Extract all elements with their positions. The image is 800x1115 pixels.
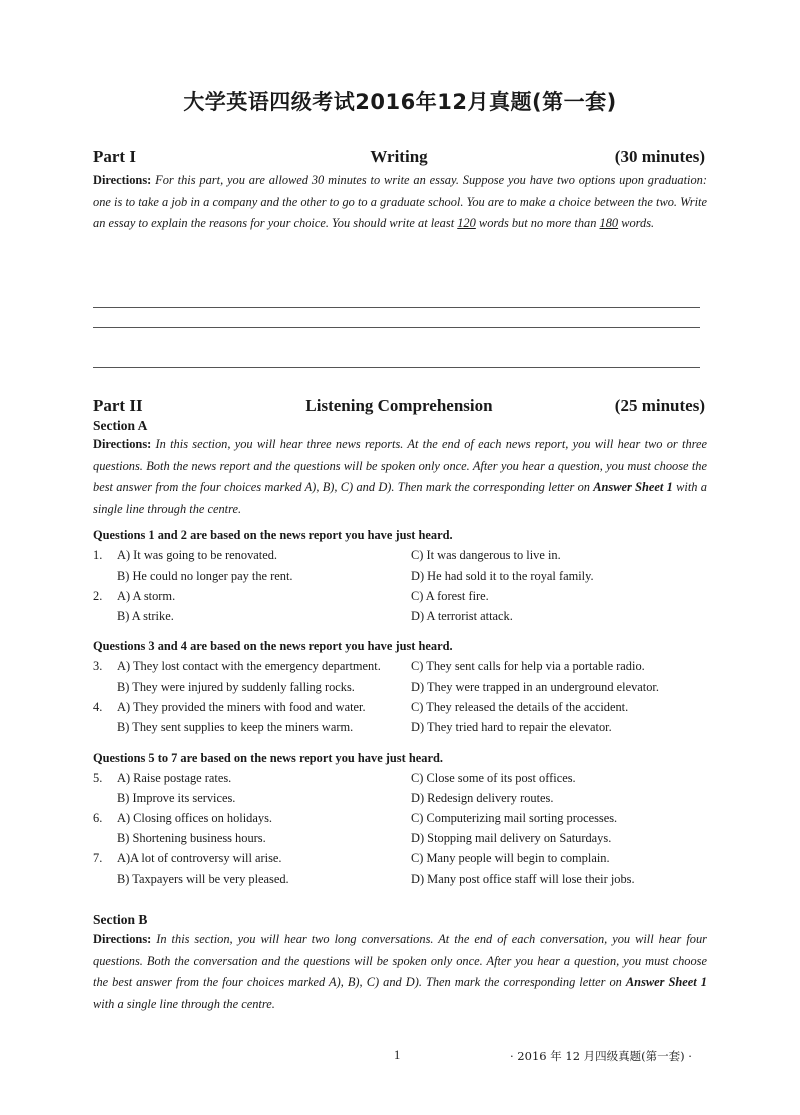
question-row	[93, 771, 713, 791]
option-a[interactable]: A) A storm.	[117, 589, 176, 603]
writing-line-3	[93, 367, 700, 368]
question-number: 1.	[93, 548, 103, 562]
question-row	[93, 811, 713, 831]
option-b[interactable]: B) Shortening business hours.	[117, 831, 266, 845]
page-title: 大学英语四级考试2016年12月真题(第一套)	[183, 90, 617, 114]
question-number: 5.	[93, 771, 103, 785]
option-d[interactable]: D) Many post office staff will lose their jobs.	[411, 872, 635, 886]
part1-time: (30 minutes)	[614, 147, 705, 166]
question-number: 7.	[93, 851, 103, 865]
option-d[interactable]: D) They tried hard to repair the elevator.	[411, 720, 612, 734]
section-a-directions	[93, 434, 707, 520]
option-b[interactable]: B) A strike.	[117, 609, 174, 623]
question-number: 6.	[93, 811, 103, 825]
option-c[interactable]: C) It was dangerous to live in.	[411, 548, 561, 562]
directions-label: Directions:	[93, 173, 152, 187]
option-d[interactable]: D) Redesign delivery routes.	[411, 791, 554, 805]
option-c[interactable]: C) Computerizing mail sorting processes.	[411, 811, 618, 825]
part1-directions	[93, 170, 707, 235]
question-row	[93, 720, 713, 740]
option-a[interactable]: A) Closing offices on holidays.	[117, 811, 272, 825]
page-number: 1	[394, 1048, 401, 1062]
option-a[interactable]: A) They lost contact with the emergency department.	[117, 659, 381, 673]
answer-sheet-ref: Answer Sheet 1	[593, 480, 673, 494]
option-c[interactable]: C) A forest fire.	[411, 589, 489, 603]
section-a-label: Section A	[93, 418, 148, 433]
part2-heading	[93, 396, 705, 420]
question-row	[93, 700, 713, 720]
part2-name: Listening Comprehension	[305, 396, 493, 415]
directions-text-3: words.	[618, 216, 655, 230]
question-number: 2.	[93, 589, 103, 603]
option-a[interactable]: A) It was going to be renovated.	[117, 548, 278, 562]
part1-number: Part I	[93, 147, 136, 166]
part2-number: Part II	[93, 396, 143, 415]
option-d[interactable]: D) Stopping mail delivery on Saturdays.	[411, 831, 612, 845]
question-number: 4.	[93, 700, 103, 714]
part1-heading	[93, 147, 705, 171]
question-row	[93, 831, 713, 851]
question-group-header: Questions 5 to 7 are based on the news report you have just heard.	[93, 751, 443, 765]
option-d[interactable]: D) A terrorist attack.	[411, 609, 513, 623]
directions-label: Directions:	[93, 437, 152, 451]
option-b[interactable]: B) Taxpayers will be very pleased.	[117, 872, 289, 886]
running-title: · 2016 年 12 月四级真题(第一套) ·	[510, 1049, 692, 1063]
question-row	[93, 548, 713, 568]
option-c[interactable]: C) They sent calls for help via a portable radio.	[411, 659, 645, 673]
directions-text: For this part, you are allowed 30 minutes to write an essay. Suppose you have two options upon graduation: one is to take a job in a company and the other to go to a graduate school. You are to make a choice between the two. Write an essay to explain the reasons for your choice. You should write at least	[93, 173, 707, 230]
option-d[interactable]: D) They were trapped in an underground elevator.	[411, 680, 659, 694]
part1-name: Writing	[370, 147, 428, 166]
writing-line-2	[93, 327, 700, 328]
directions-label: Directions:	[93, 932, 152, 946]
section-b-directions	[93, 929, 707, 1015]
question-row	[93, 589, 713, 609]
option-a[interactable]: A) Raise postage rates.	[117, 771, 232, 785]
option-b[interactable]: B) Improve its services.	[117, 791, 236, 805]
option-a[interactable]: A) They provided the miners with food and water.	[117, 700, 366, 714]
max-words: 180	[599, 216, 619, 230]
option-b[interactable]: B) They sent supplies to keep the miners warm.	[117, 720, 354, 734]
option-a[interactable]: A)A lot of controversy will arise.	[117, 851, 282, 865]
writing-line-1	[93, 307, 700, 308]
question-row	[93, 872, 713, 892]
directions-text-2: with a single line through the centre.	[93, 996, 275, 1011]
directions-text: In this section, you will hear three news reports. At the end of each news report, you will hear two or three questions. Both the news report and the questions will be spoken only once. After you hear a question, you must choose the best answer from the four choices marked A), B), C) and D). Then mark the corresponding letter on	[93, 437, 707, 494]
question-row	[93, 659, 713, 679]
question-row	[93, 851, 713, 871]
part2-time: (25 minutes)	[614, 396, 705, 415]
option-d[interactable]: D) He had sold it to the royal family.	[411, 569, 594, 583]
question-group-header: Questions 3 and 4 are based on the news report you have just heard.	[93, 639, 453, 653]
option-b[interactable]: B) He could no longer pay the rent.	[117, 569, 293, 583]
directions-text: In this section, you will hear two long conversations. At the end of each conversation, you will hear four questions. Both the conversation and the questions will be spoken only once. After you hear a question, you must choose the best answer from the four choices marked A), B), C) and D). Then mark the corresponding letter on	[93, 932, 707, 989]
question-row	[93, 569, 713, 589]
option-c[interactable]: C) Close some of its post offices.	[411, 771, 576, 785]
section-b-label: Section B	[93, 912, 148, 927]
option-b[interactable]: B) They were injured by suddenly falling rocks.	[117, 680, 355, 694]
directions-text-2: with a single line through the centre.	[93, 480, 707, 516]
option-c[interactable]: C) They released the details of the accident.	[411, 700, 629, 714]
question-row	[93, 680, 713, 700]
question-row	[93, 609, 713, 629]
min-words: 120	[457, 216, 476, 230]
directions-text-2: words but no more than	[475, 216, 600, 230]
question-row	[93, 791, 713, 811]
question-group-header: Questions 1 and 2 are based on the news report you have just heard.	[93, 528, 453, 542]
answer-sheet-ref: Answer Sheet 1	[625, 975, 707, 989]
option-c[interactable]: C) Many people will begin to complain.	[411, 851, 610, 865]
question-number: 3.	[93, 659, 103, 673]
